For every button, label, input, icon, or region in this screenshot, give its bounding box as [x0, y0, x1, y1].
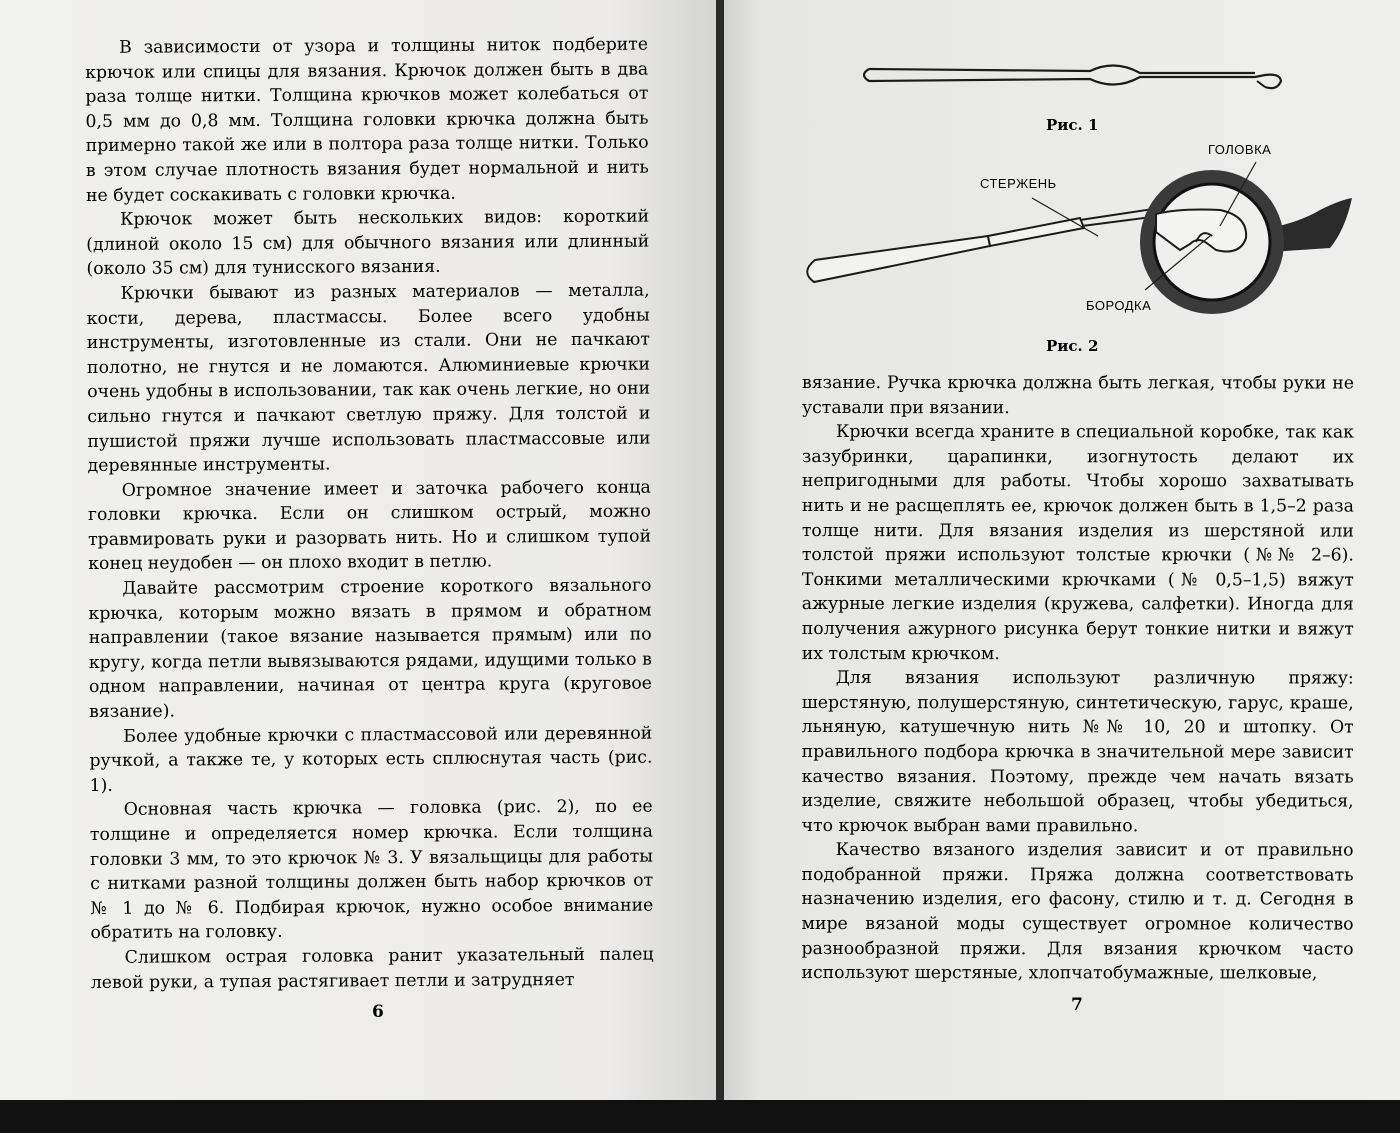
- paragraph: Более удобные крючки с пластмассовой или деревянной ручкой, а также те, у которых есть сплюснутая часть (рис. 1).: [89, 723, 653, 796]
- paragraph: Для вязания используют различную пряжу: шерстяную, полушерстяную, синтетическую, гарус, краше, льняную, катушечную нить №№ 10, 20 и штопку. От правильного подбора крючка в значительной мере зависит качество вязания. Поэтому, прежде чем начать вязать изделие, свяжите небольшой образец, чтобы убедиться, что крючок выбран вами правильно.: [801, 668, 1354, 836]
- paragraph: Давайте рассмотрим строение короткого вязального крючка, которым можно вязать в прямом и обратном направлении (такое вязание называется прямым) или по кругу, когда петли вывязываются рядами, идущими только в одном направлении, начиная от центра круга (круговое вязание).: [88, 575, 653, 723]
- figure-2-magnified-hook: [800, 140, 1360, 325]
- label-head: ГОЛОВКА: [1208, 142, 1272, 157]
- scan-edge: [0, 1100, 1400, 1133]
- paragraph: Огромное значение имеет и заточка рабочего конца головки крючка. Если он слишком острый, можно травмировать руки и разорвать нить. Но и слишком тупой конец неудобен — он плохо входит в петлю.: [87, 477, 652, 575]
- paragraph: Крючки бывают из разных материалов — металла, кости, дерева, пластмассы. Более всего удобны инструменты, изготовленные из стали. Они не пачкают полотно, не гнутся и не ломаются. Алюминиевые крючки очень удобны в использовании, так как очень легкие, но они сильно гнутся и пачкают светлую пряжу. Для толстой и пушистой пряжи лучше использовать пластмассовые или деревянные инструменты.: [86, 280, 651, 477]
- label-shaft: СТЕРЖЕНЬ: [980, 176, 1057, 191]
- paragraph: В зависимости от узора и толщины ниток подберите крючок или спицы для вязания. Крючок должен быть в два раза толще нитки. Толщина крючков может колебаться от 0,5 мм до 0,8 мм. Толщина головки крючка должна быть примерно такой же или в полтора раза толще нитки. Только в этом случае плотность вязания будет нормальной и нить не будет соскакивать с головки крючка.: [85, 34, 649, 206]
- paragraph: Крючки всегда храните в специальной коробке, так как зазубринки, царапинки, изогнутость делают их непригодными для работы. Чтобы хорошо захватывать нить и не расщеплять ее, крючок должен быть в 1,5–2 раза толще нити. Для вязания изделия из шерстяной или толстой пряжи используют толстые крючки (№№ 2–6). Тонкими металлическими крючками (№ 0,5–1,5) вяжут ажурные легкие изделия (кружева, салфетки). Иногда для получения ажурного рисунка берут тонкие нитки и вяжут их толстым крючком.: [801, 422, 1354, 664]
- paragraph: Крючок может быть нескольких видов: короткий (длиной около 15 см) для обычного вязания или длинный (около 35 см) для тунисского вязания.: [86, 206, 650, 280]
- label-barb: БОРОДКА: [1086, 298, 1152, 313]
- figure-1-hook-illustration: [855, 55, 1295, 105]
- right-page-body: [801, 371, 1354, 986]
- page-number: 6: [372, 1002, 384, 1022]
- book-gutter: [716, 0, 724, 1133]
- left-page-body: [85, 33, 654, 996]
- figure-2-caption: Рис. 2: [1046, 337, 1099, 355]
- paragraph: Качество вязаного изделия зависит и от правильно подобранной пряжи. Пряжа должна соответствовать назначению изделия, его фасону, стилю и т. д. Сегодня в мире вязаной моды существует огромное количество разнообразной пряжи. Для вязания крючком часто используют шерстяные, хлопчатобумажные, шелковые,: [801, 840, 1354, 984]
- paragraph: вязание. Ручка крючка должна быть легкая, чтобы руки не уставали при вязании.: [801, 373, 1354, 418]
- page-number: 7: [1071, 995, 1083, 1015]
- figure-1-caption: Рис. 1: [1046, 116, 1099, 134]
- paragraph: Основная часть крючка — головка (рис. 2), по ее толщине и определяется номер крючка. Если толщина головки 3 мм, то это крючок № 3. У вязальщицы для работы с нитками разной толщины должен быть набор крючков от № 1 до № 6. Подбирая крючок, нужно особое внимание обратить на головку.: [89, 796, 654, 944]
- paragraph: Слишком острая головка ранит указательный палец левой руки, а тупая растягивает петли и затрудняет: [90, 944, 654, 993]
